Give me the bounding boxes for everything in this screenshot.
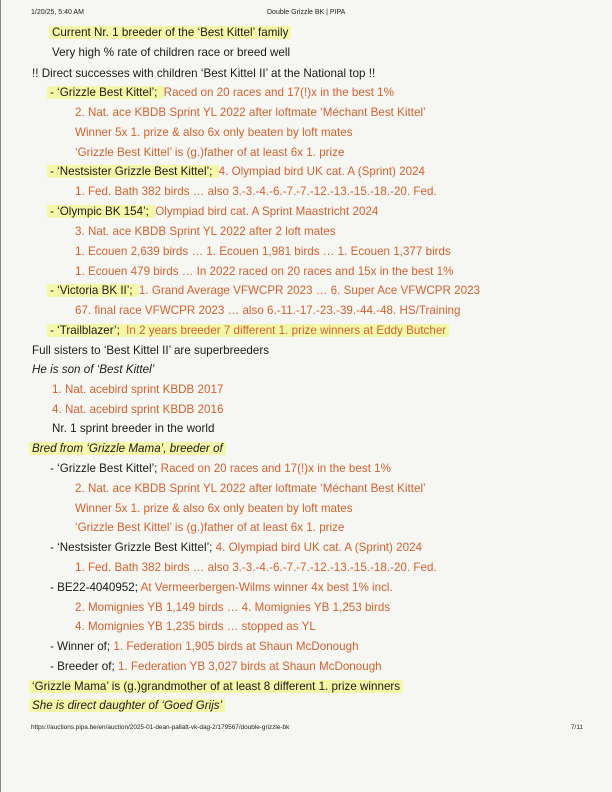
line-4-detail: Raced on 20 races and 17(!)x in the best 1%: [163, 86, 394, 99]
line-4-label: - ‘Grizzle Best Kittel’;: [47, 86, 164, 99]
line-8-detail: 4. Olympiad bird UK cat. A (Sprint) 2024: [218, 165, 426, 178]
line-29: [50, 580, 393, 595]
line-25-detail: Winner 5x 1. prize & also 6x only beaten by loft mates: [75, 502, 353, 515]
line-32-label: - Winner of;: [50, 640, 114, 653]
line-18: [32, 362, 154, 377]
line-6-detail: Winner 5x 1. prize & also 6x only beaten by loft mates: [75, 126, 353, 139]
line-23-detail: Raced on 20 races and 17(!)x in the best 1%: [160, 462, 391, 475]
line-16: [50, 323, 449, 338]
line-1: [52, 25, 291, 40]
line-1-text: Current Nr. 1 breeder of the ‘Best Kittel’ family: [49, 26, 291, 39]
line-24: [75, 481, 426, 496]
line-27-detail: 4. Olympiad bird UK cat. A (Sprint) 2024: [215, 541, 423, 554]
line-10: [50, 204, 378, 219]
line-24-detail: 2. Nat. ace KBDB Sprint YL 2022 after loftmate ‘Méchant Best Kittel’: [75, 482, 426, 495]
line-27-label: - ‘Nestsister Grizzle Best Kittel’;: [50, 541, 216, 554]
line-2: [52, 45, 290, 60]
line-26-detail: ‘Grizzle Best Kittel’ is (g.)father of at least 6x 1. prize: [75, 521, 345, 534]
line-29-detail: At Vermeerbergen-Wilms winner 4x best 1% incl.: [140, 581, 393, 594]
line-5-detail: 2. Nat. ace KBDB Sprint YL 2022 after loftmate ‘Méchant Best Kittel’: [75, 106, 426, 119]
line-35: [32, 698, 225, 713]
line-16-detail: In 2 years breeder 7 different 1. prize winners at Eddy Butcher: [123, 324, 449, 337]
line-4: [50, 85, 394, 100]
line-3: [32, 66, 375, 81]
header-datetime: 1/20/25, 5:40 AM: [31, 9, 84, 16]
line-19: [52, 382, 223, 397]
line-2-text: Very high % rate of children race or breed well: [52, 46, 291, 59]
line-17-text: Full sisters to ‘Best Kittel II’ are superbreeders: [32, 344, 270, 357]
line-12: [75, 244, 451, 259]
line-21: [52, 421, 214, 436]
line-23: [50, 461, 391, 476]
line-6: [75, 125, 353, 140]
line-11-detail: 3. Nat. ace KBDB Sprint YL 2022 after 2 loft mates: [75, 225, 336, 238]
line-7-detail: ‘Grizzle Best Kittel’ is (g.)father of at least 6x 1. prize: [75, 146, 345, 159]
line-22-text: Bred from ‘Grizzle Mama’, breeder of: [29, 442, 226, 455]
line-23-label: - ‘Grizzle Best Kittel’;: [50, 462, 161, 475]
footer-url[interactable]: https://auctions.pipa.be/en/auction/2025-01-dean-pallatt-vk-dag-2/179567/double-grizzle-bk: [31, 724, 290, 731]
line-26: [75, 520, 344, 535]
line-25: [75, 501, 353, 516]
line-10-label: - ‘Olympic BK 154’;: [47, 205, 155, 218]
line-17: [32, 343, 269, 358]
line-15-detail: 67. final race VFWCPR 2023 … also 6.-11.-17.-23.-39.-44.-48. HS/Training: [75, 304, 461, 317]
line-35-text: She is direct daughter of ‘Goed Grijs’: [29, 699, 225, 712]
line-34-text: ‘Grizzle Mama’ is (g.)grandmother of at least 8 different 1. prize winners: [29, 680, 403, 693]
line-20: [52, 402, 223, 417]
line-9: [75, 184, 437, 199]
footer-page-number: 7/11: [571, 724, 583, 731]
line-3-text: !! Direct successes with children ‘Best Kittel II’ at the National top !!: [32, 67, 376, 80]
line-27: [50, 540, 422, 555]
line-22: [32, 441, 226, 456]
line-12-detail: 1. Ecouen 2,639 birds … 1. Ecouen 1,981 birds … 1. Ecouen 1,377 birds: [75, 245, 451, 258]
line-30-detail: 2. Momignies YB 1,149 birds … 4. Momignies YB 1,253 birds: [75, 601, 391, 614]
line-33-detail: 1. Federation YB 3,027 birds at Shaun McDonough: [117, 660, 382, 673]
header-title: Double Grizzle BK | PIPA: [267, 9, 346, 16]
line-21-text: Nr. 1 sprint breeder in the world: [52, 422, 215, 435]
line-15: [75, 303, 461, 318]
line-28: [75, 560, 437, 575]
line-33: [50, 659, 382, 674]
line-30: [75, 600, 390, 615]
line-13-detail: 1. Ecouen 479 birds … In 2022 raced on 20 races and 15x in the best 1%: [75, 265, 454, 278]
line-8: [50, 164, 425, 179]
line-28-detail: 1. Fed. Bath 382 birds … also 3.-3.-4.-6.-7.-7.-12.-13.-15.-18.-20. Fed.: [75, 561, 437, 574]
line-31-detail: 4. Momignies YB 1,235 birds … stopped as YL: [75, 620, 316, 633]
line-29-label: - BE22-4040952;: [50, 581, 141, 594]
line-32-detail: 1. Federation 1,905 birds at Shaun McDonough: [113, 640, 359, 653]
line-10-detail: Olympiad bird cat. A Sprint Maastricht 2024: [155, 205, 379, 218]
line-14-label: - ‘Victoria BK II’;: [47, 284, 139, 297]
line-9-detail: 1. Fed. Bath 382 birds … also 3.-3.-4.-6.-7.-7.-12.-13.-15.-18.-20. Fed.: [75, 185, 437, 198]
line-33-label: - Breeder of;: [50, 660, 118, 673]
line-14-detail: 1. Grand Average VFWCPR 2023 … 6. Super Ace VFWCPR 2023: [138, 284, 481, 297]
line-8-label: - ‘Nestsister Grizzle Best Kittel’;: [47, 165, 219, 178]
scan-edge: [0, 0, 1, 792]
line-13: [75, 264, 453, 279]
line-31: [75, 619, 316, 634]
line-34: [32, 679, 403, 694]
line-19-detail: 1. Nat. acebird sprint KBDB 2017: [52, 383, 224, 396]
line-16-label: - ‘Trailblazer’;: [47, 324, 126, 337]
line-7: [75, 145, 344, 160]
line-18-text: He is son of ‘Best Kittel’: [32, 363, 155, 376]
line-14: [50, 283, 480, 298]
line-20-detail: 4. Nat. acebird sprint KBDB 2016: [52, 403, 224, 416]
line-32: [50, 639, 359, 654]
line-5: [75, 105, 426, 120]
line-11: [75, 224, 336, 239]
